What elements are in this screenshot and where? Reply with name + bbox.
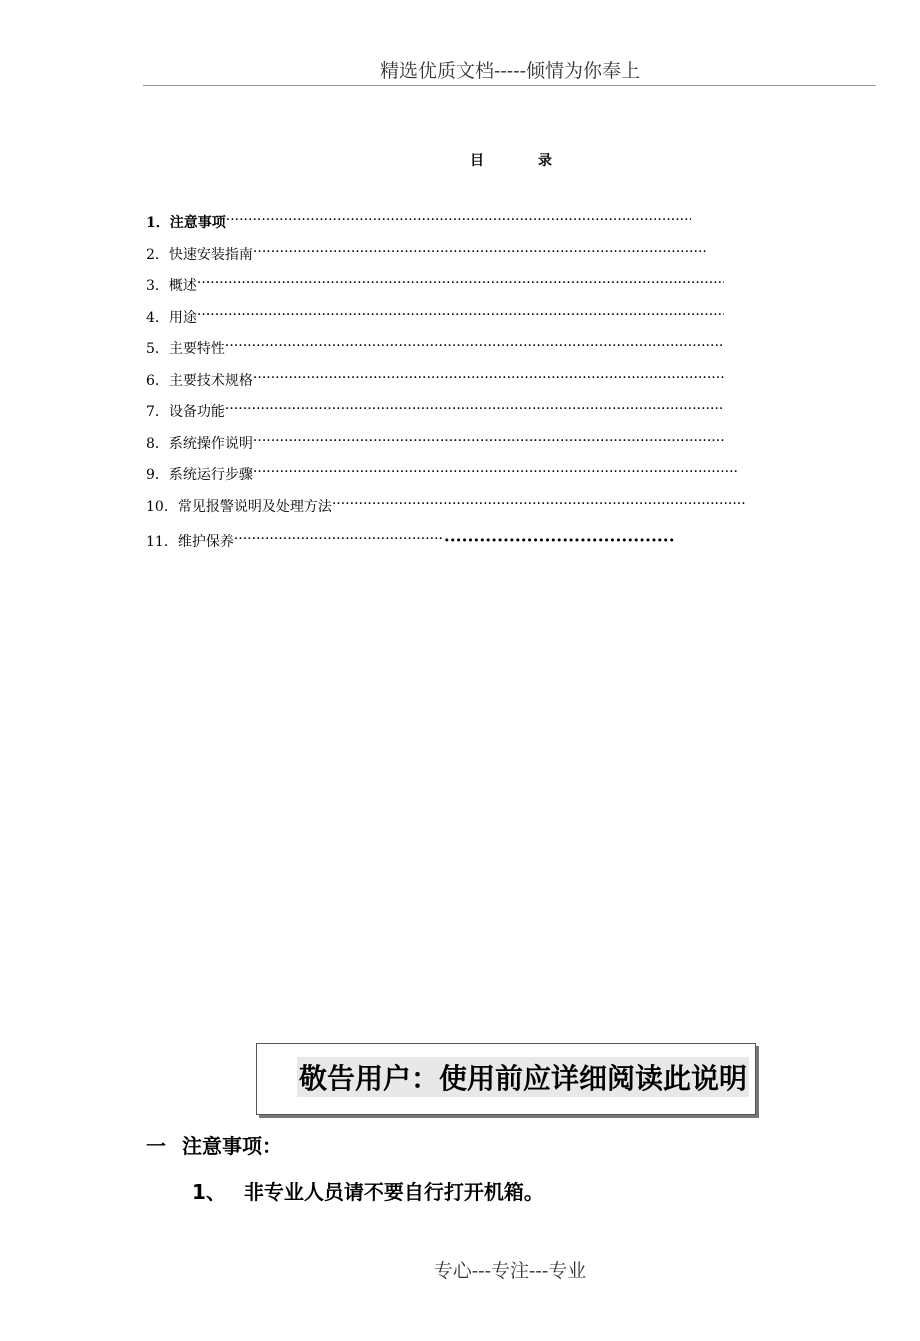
toc-item-label: 1．注意事项 (146, 215, 226, 231)
toc-item[interactable] (146, 338, 724, 370)
list-item (192, 1176, 544, 1205)
toc-leader (253, 464, 738, 480)
toc-item[interactable] (146, 464, 738, 496)
toc-leader (253, 244, 708, 260)
notice-box (256, 1043, 756, 1115)
table-of-contents (146, 212, 766, 571)
toc-leader-bold (444, 531, 675, 551)
toc-item[interactable] (146, 370, 724, 402)
toc-leader (332, 496, 746, 512)
toc-leader (226, 212, 691, 228)
toc-item[interactable] (146, 244, 708, 276)
toc-leader (225, 338, 724, 354)
toc-leader (197, 275, 724, 291)
toc-leader (234, 531, 444, 547)
toc-item-label: 10．常见报警说明及处理方法 (146, 498, 332, 515)
toc-item[interactable] (146, 275, 724, 307)
toc-item-label: 7．设备功能 (146, 404, 225, 420)
notice-text: 敬告用户：使用前应详细阅读此说明 (297, 1057, 749, 1097)
toc-item[interactable] (146, 401, 724, 433)
toc-item-label: 8．系统操作说明 (146, 435, 253, 452)
section-heading (146, 1130, 282, 1159)
toc-leader (225, 401, 724, 417)
toc-leader (253, 433, 724, 449)
toc-item[interactable] (146, 496, 746, 528)
header-divider (143, 85, 876, 86)
toc-item-label: 2．快速安装指南 (146, 246, 253, 263)
toc-item-label: 3．概述 (146, 278, 197, 294)
toc-item-label: 11．维护保养 (146, 534, 234, 550)
page-footer: 专心---专注---专业 (433, 1260, 587, 1282)
toc-item[interactable] (146, 531, 741, 571)
toc-item-label: 9．系统运行步骤 (146, 467, 253, 483)
toc-item[interactable] (146, 212, 691, 244)
list-item-number: 1、 (192, 1180, 226, 1204)
section-title: 注意事项： (182, 1134, 282, 1158)
toc-item[interactable] (146, 433, 724, 465)
toc-leader (253, 370, 724, 386)
list-item-text: 非专业人员请不要自行打开机箱。 (243, 1180, 544, 1204)
toc-item[interactable] (146, 307, 724, 339)
toc-item-label: 6．主要技术规格 (146, 372, 253, 389)
page-header: 精选优质文档-----倾情为你奉上 (379, 60, 641, 82)
toc-title: 目录 (470, 153, 606, 169)
section-number: 一 (146, 1134, 166, 1158)
toc-item-label: 4．用途 (146, 309, 197, 326)
toc-item-label: 5．主要特性 (146, 341, 225, 357)
toc-leader (197, 307, 724, 323)
